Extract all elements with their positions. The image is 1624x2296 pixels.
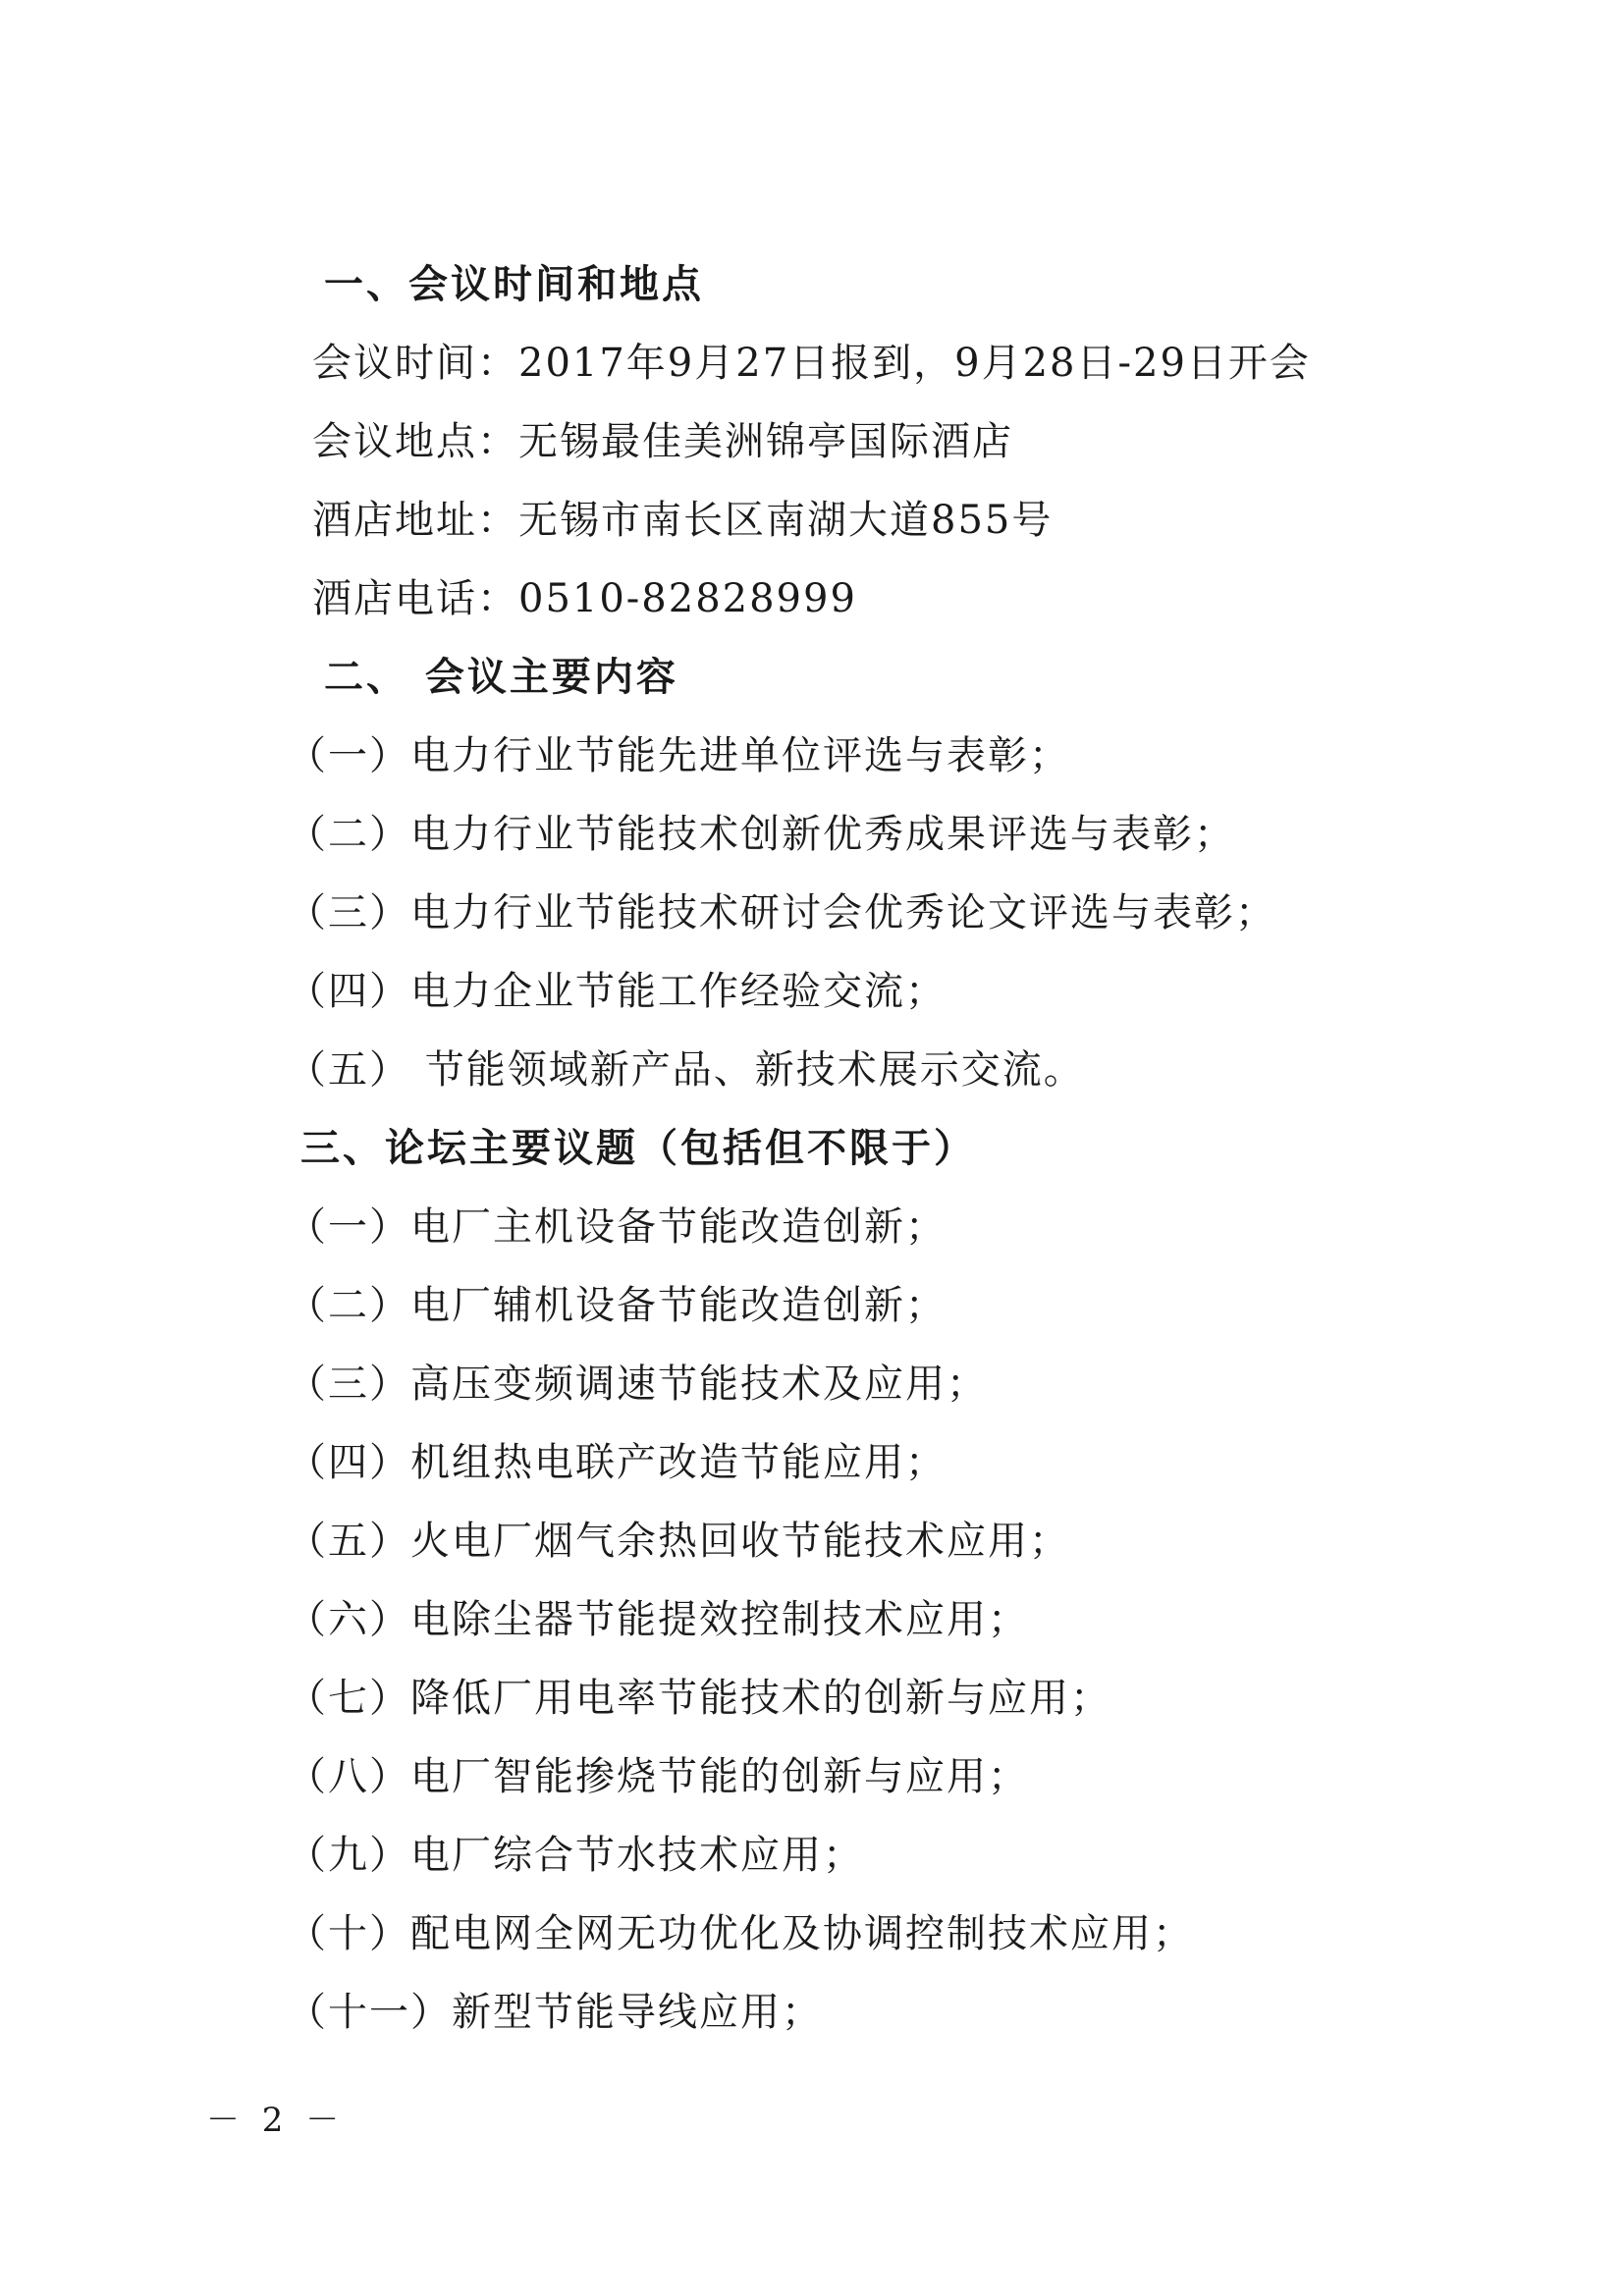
topic-item: （十一）新型节能导线应用； <box>287 1990 823 2035</box>
topic-item: （二）电厂辅机设备节能改造创新； <box>287 1283 947 1328</box>
topic-item: （五）火电厂烟气余热回收节能技术应用； <box>287 1519 1070 1564</box>
section-3-heading: 三、论坛主要议题（包括但不限于） <box>300 1125 976 1171</box>
topic-item: （十）配电网全网无功优化及协调控制技术应用； <box>287 1911 1194 1956</box>
content-item: （四）电力企业节能工作经验交流； <box>287 969 947 1014</box>
hotel-phone: 酒店电话：0510-82828999 <box>312 576 857 621</box>
meeting-time: 会议时间：2017年9月27日报到，9月28日-29日开会 <box>312 341 1311 386</box>
topic-item: （一）电厂主机设备节能改造创新； <box>287 1204 947 1250</box>
content-item: （五） 节能领域新产品、新技术展示交流。 <box>287 1047 1085 1093</box>
meeting-venue: 会议地点：无锡最佳美洲锦亭国际酒店 <box>312 419 1013 464</box>
content-item: （一）电力行业节能先进单位评选与表彰； <box>287 733 1070 778</box>
topic-item: （八）电厂智能掺烧节能的创新与应用； <box>287 1754 1029 1799</box>
topic-item: （七）降低厂用电率节能技术的创新与应用； <box>287 1676 1111 1721</box>
topic-item: （六）电除尘器节能提效控制技术应用； <box>287 1597 1029 1642</box>
page-number: － 2 － <box>206 2101 346 2140</box>
section-1-heading: 一、会议时间和地点 <box>324 261 704 307</box>
section-2-heading: 二、 会议主要内容 <box>324 654 678 700</box>
content-item: （三）电力行业节能技术研讨会优秀论文评选与表彰； <box>287 890 1276 935</box>
topic-item: （四）机组热电联产改造节能应用； <box>287 1440 947 1485</box>
hotel-address: 酒店地址：无锡市南长区南湖大道855号 <box>312 498 1054 543</box>
content-item: （二）电力行业节能技术创新优秀成果评选与表彰； <box>287 812 1235 857</box>
topic-item: （三）高压变频调速节能技术及应用； <box>287 1362 988 1407</box>
topic-item: （九）电厂综合节水技术应用； <box>287 1833 864 1878</box>
